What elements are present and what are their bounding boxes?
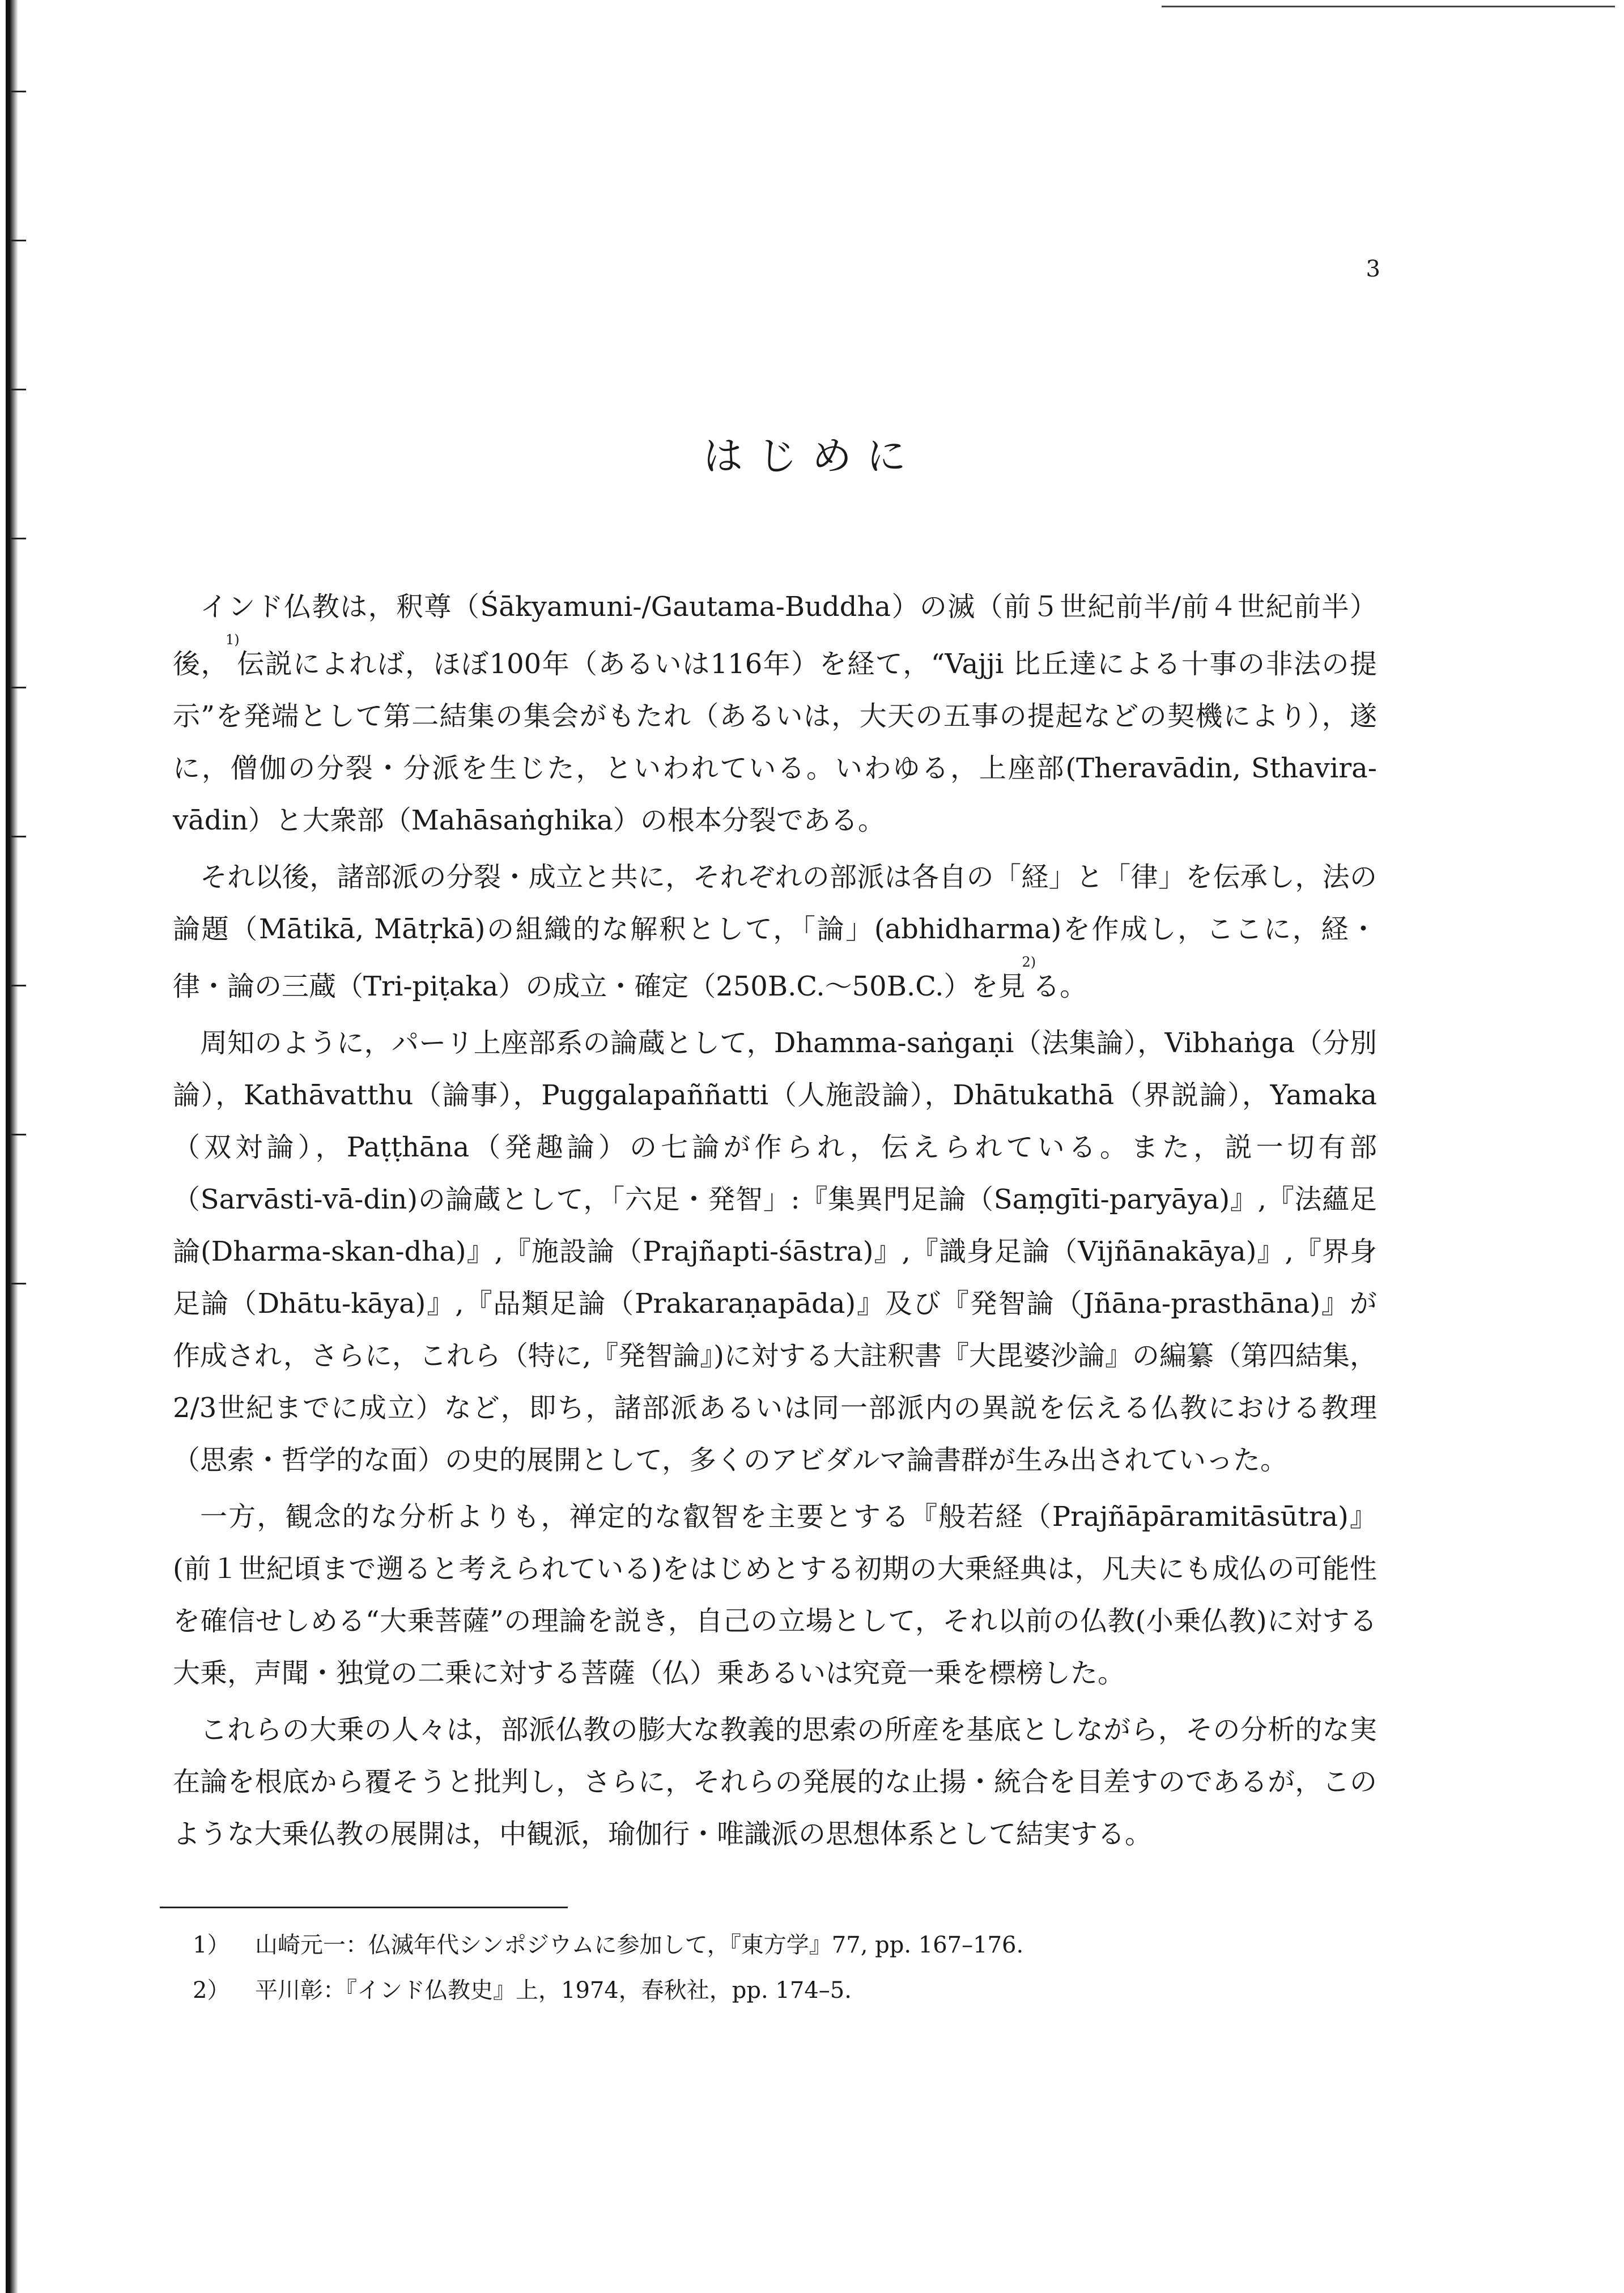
footnote-ref-2: 2): [1022, 954, 1036, 970]
footnote-divider: [160, 1907, 568, 1908]
footnotes: [193, 1922, 1326, 2013]
paragraph-text: 伝説によれば，ほぼ100年（あるいは116年）を経て，“Vajji 比丘達による十事の非法の提示”を発端として第二結集の集会がもたれ（あるいは，大天の五事の提起などの契機により），遂に，僧伽の分裂・分派を生じた，といわれている。いわゆる，上座部(Theravādin, Sthavira-vādin）と大衆部（Mahāsaṅghika）の根本分裂である。: [173, 648, 1377, 836]
page-number: 3: [1366, 256, 1380, 282]
paragraph-3: 周知のように，パーリ上座部系の論蔵として，Dhamma-saṅgaṇi（法集論），Vibhaṅga（分別論），Kathāvatthu（論事），Puggalapaññatti（人施設論），Dhātukathā（界説論），Yamaka（双対論），Paṭṭhāna（発趣論）の七論が作られ，伝えられている。また，説一切有部（Sarvāsti-vā-din)の論蔵として，「六足・発智」:『集異門足論（Saṃgīti-paryāya)』,『法蘊足論(Dharma-skan-dha)』,『施設論（Prajñapti-śāstra)』,『識身足論（Vijñānakāya)』,『界身足論（Dhātu-kāya)』,『品類足論（Prakaraṇapāda)』及び『発智論（Jñāna-prasthāna)』が作成され，さらに，これら（特に,『発智論』)に対する大註釈書『大毘婆沙論』の編纂（第四結集，2/3世紀までに成立）など，即ち，諸部派あるいは同一部派内の異説を伝える仏教における教理（思索・哲学的な面）の史的展開として，多くのアビダルマ論書群が生み出されていった。: [173, 1027, 1377, 1476]
paragraph-5: これらの大乗の人々は，部派仏教の膨大な教義的思索の所産を基底としながら，その分析的な実在論を根底から覆そうと批判し，さらに，それらの発展的な止揚・統合を目差すのであるが，このような大乗仏教の展開は，中観派，瑜伽行・唯識派の思想体系として結実する。: [173, 1714, 1377, 1850]
scan-edge-marks: [11, 91, 34, 1507]
footnote-number: 1）: [193, 1932, 230, 1958]
paragraph-text: それ以後，諸部派の分裂・成立と共に，それぞれの部派は各自の「経」と「律」を伝承し，法の論題（Mātikā, Mātṛkā)の組織的な解釈として，「論」(abhidharma)を作成し，ここに，経・律・論の三蔵（Tri-piṭaka）の成立・確定（250B.C.〜50B.C.）を見: [173, 861, 1377, 1002]
footnote-ref-1: 1): [226, 632, 240, 648]
scan-top-rule: [1162, 6, 1615, 7]
paragraph-1: [173, 581, 1377, 846]
body-text: [173, 581, 1377, 1865]
footnote-1: [193, 1922, 1326, 1968]
footnote-number: 2）: [193, 1977, 230, 2003]
paragraph-2: [173, 851, 1377, 1013]
paragraph-4: 一方，観念的な分析よりも，禅定的な叡智を主要とする『般若経（Prajñāpāramitāsūtra)』(前１世紀頃まで遡ると考えられている)をはじめとする初期の大乗経典は，凡夫にも成仏の可能性を確信せしめる“大乗菩薩”の理論を説き，自己の立場として，それ以前の仏教(小乗仏教)に対する大乗，声聞・独覚の二乗に対する菩薩（仏）乗あるいは究竟一乗を標榜した。: [173, 1501, 1377, 1689]
paragraph-text: インド仏教は，釈尊（Śākyamuni-/Gautama-Buddha）の滅（前５世紀前半/前４世紀前半）後，: [173, 591, 1377, 680]
footnote-text: 山崎元一：仏滅年代シンポジウムに参加して，『東方学』77, pp. 167–176.: [255, 1932, 1024, 1958]
chapter-title: はじめに: [703, 433, 921, 479]
footnote-text: 平川彰：『インド仏教史』上，1974，春秋社，pp. 174–5.: [255, 1977, 852, 2003]
footnote-2: [193, 1968, 1326, 2013]
paragraph-text: る。: [1032, 971, 1087, 1002]
